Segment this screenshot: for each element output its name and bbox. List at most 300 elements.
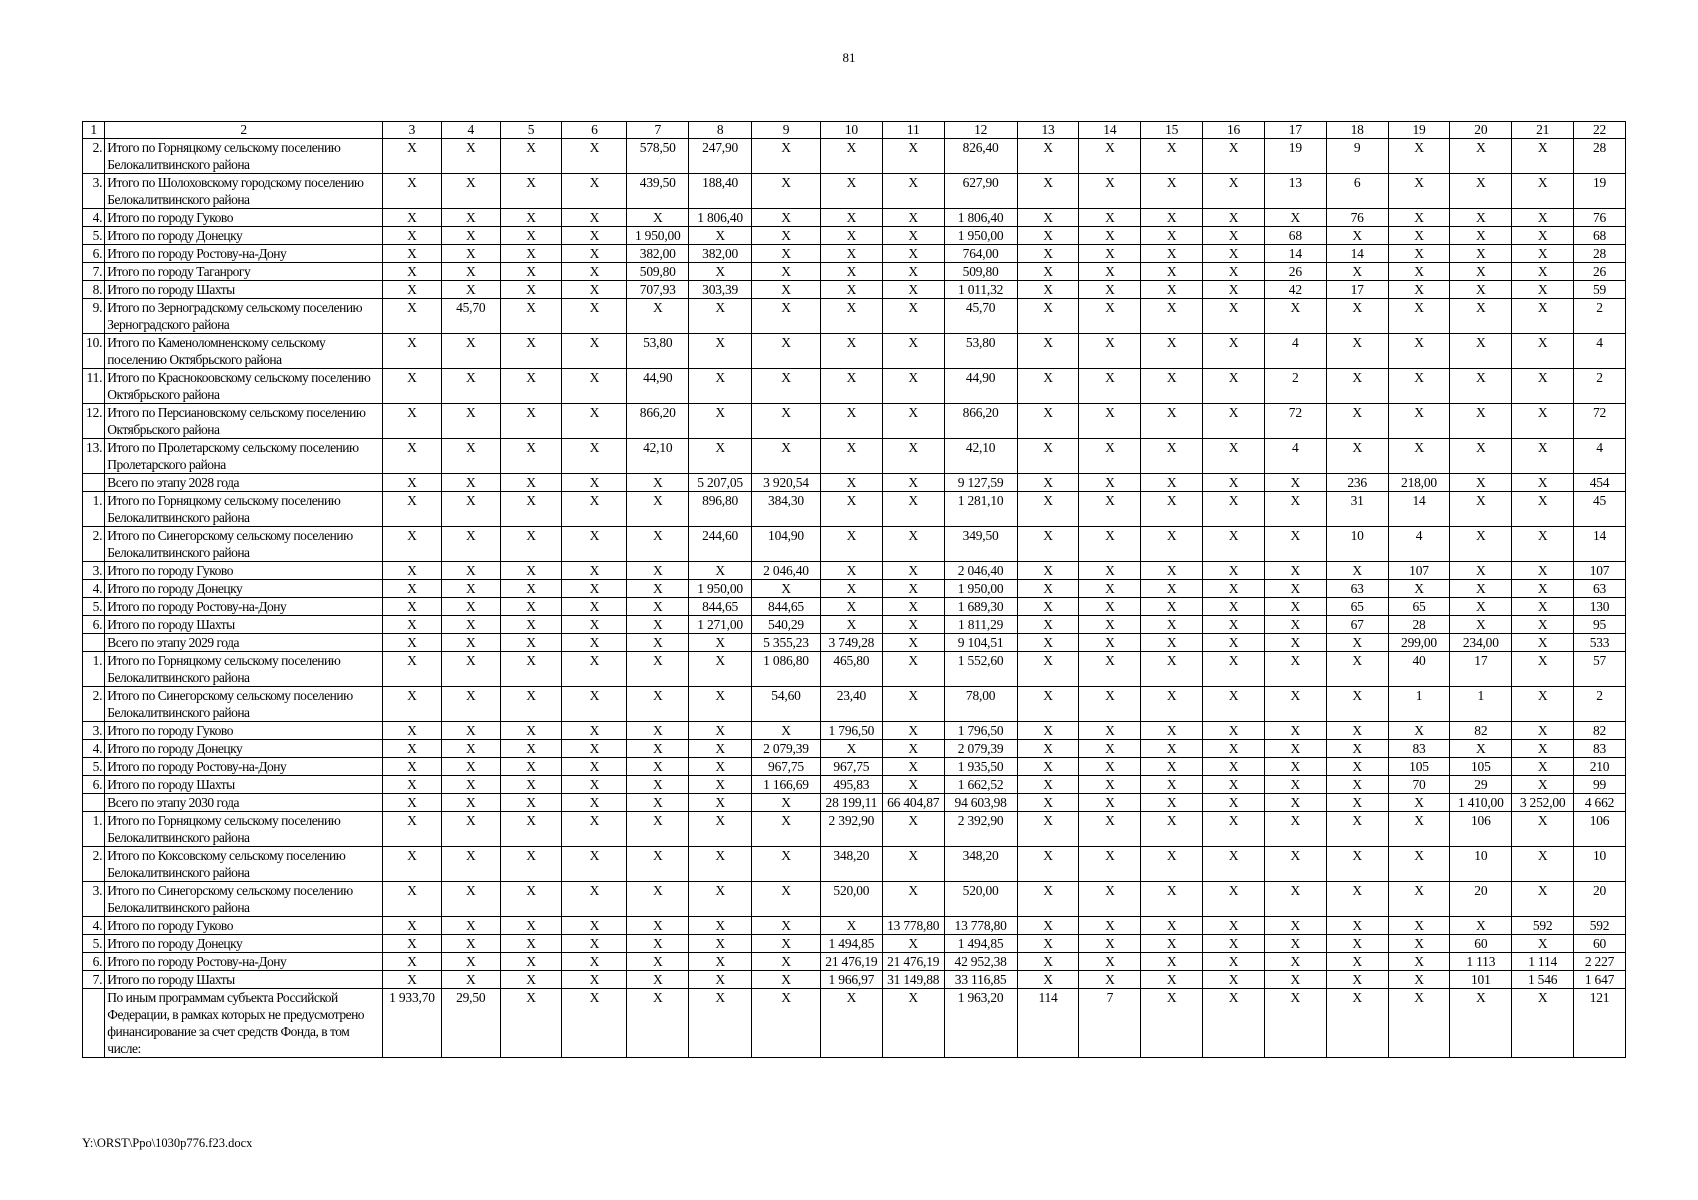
value-cell: X [383, 245, 442, 263]
value-cell: X [1326, 971, 1388, 989]
value-cell: 114 [1017, 989, 1079, 1058]
value-cell: X [820, 209, 882, 227]
value-cell: X [752, 139, 821, 174]
table-row [83, 209, 1626, 227]
value-cell: 454 [1574, 474, 1626, 492]
value-cell: X [1326, 758, 1388, 776]
value-cell: X [1017, 812, 1079, 847]
row-name-cell: Итого по городу Шахты [105, 776, 383, 794]
table-row [83, 917, 1626, 935]
value-cell: X [441, 404, 500, 439]
value-cell: 53,80 [944, 334, 1017, 369]
table-header-row [83, 122, 1626, 139]
table-body [83, 122, 1626, 1058]
value-cell: X [1450, 562, 1512, 580]
table-row [83, 281, 1626, 299]
value-cell: X [820, 439, 882, 474]
value-cell: X [627, 687, 689, 722]
value-cell: 2 [1574, 299, 1626, 334]
value-cell: X [1203, 935, 1265, 953]
value-cell: 60 [1450, 935, 1512, 953]
value-cell: 382,00 [689, 245, 752, 263]
row-name-cell: Всего по этапу 2028 года [105, 474, 383, 492]
value-cell: 60 [1574, 935, 1626, 953]
value-cell: X [689, 227, 752, 245]
value-cell: X [882, 634, 944, 652]
value-cell: X [1203, 634, 1265, 652]
value-cell: X [1203, 263, 1265, 281]
value-cell: 4 [1388, 527, 1450, 562]
value-cell: X [752, 935, 821, 953]
value-cell: X [1203, 616, 1265, 634]
value-cell: 105 [1388, 758, 1450, 776]
value-cell: X [500, 794, 562, 812]
value-cell: X [1017, 369, 1079, 404]
row-number-cell: 13. [83, 439, 105, 474]
value-cell: 495,83 [820, 776, 882, 794]
row-number-cell: 2. [83, 687, 105, 722]
value-cell: 54,60 [752, 687, 821, 722]
value-cell: X [1512, 527, 1574, 562]
column-header: 12 [944, 122, 1017, 139]
row-number-cell: 5. [83, 758, 105, 776]
value-cell: 13 778,80 [944, 917, 1017, 935]
table-row [83, 794, 1626, 812]
value-cell: 2 079,39 [752, 740, 821, 758]
row-name-cell: Всего по этапу 2029 года [105, 634, 383, 652]
value-cell: X [1264, 740, 1326, 758]
row-number-cell: 4. [83, 580, 105, 598]
value-cell: 1 114 [1512, 953, 1574, 971]
value-cell: 1 546 [1512, 971, 1574, 989]
value-cell: X [752, 953, 821, 971]
value-cell: X [882, 334, 944, 369]
value-cell: 78,00 [944, 687, 1017, 722]
value-cell: 1 113 [1450, 953, 1512, 971]
value-cell: 29,50 [441, 989, 500, 1058]
table-row [83, 492, 1626, 527]
value-cell: X [627, 776, 689, 794]
value-cell: 1 166,69 [752, 776, 821, 794]
value-cell: X [689, 263, 752, 281]
value-cell: X [689, 812, 752, 847]
value-cell: X [1141, 971, 1203, 989]
value-cell: X [1079, 758, 1141, 776]
value-cell: X [627, 812, 689, 847]
value-cell: X [820, 245, 882, 263]
table-row [83, 227, 1626, 245]
value-cell: X [500, 474, 562, 492]
value-cell: X [1141, 740, 1203, 758]
value-cell: 45,70 [441, 299, 500, 334]
value-cell: X [500, 935, 562, 953]
value-cell: X [1326, 263, 1388, 281]
row-name-cell: Всего по этапу 2030 года [105, 794, 383, 812]
value-cell: 19 [1574, 174, 1626, 209]
value-cell: X [441, 953, 500, 971]
value-cell: 82 [1450, 722, 1512, 740]
row-number-cell: 1. [83, 492, 105, 527]
value-cell: X [820, 562, 882, 580]
value-cell: X [752, 209, 821, 227]
value-cell: X [1450, 492, 1512, 527]
value-cell: 9 [1326, 139, 1388, 174]
row-number-cell: 2. [83, 139, 105, 174]
value-cell: X [627, 935, 689, 953]
value-cell: 1 494,85 [944, 935, 1017, 953]
value-cell: X [383, 439, 442, 474]
row-number-cell: 3. [83, 722, 105, 740]
value-cell: 70 [1388, 776, 1450, 794]
value-cell: X [1326, 917, 1388, 935]
table-row [83, 687, 1626, 722]
value-cell: X [1264, 722, 1326, 740]
value-cell: X [627, 580, 689, 598]
value-cell: X [752, 299, 821, 334]
value-cell: X [1079, 812, 1141, 847]
value-cell: X [1264, 989, 1326, 1058]
value-cell: X [1388, 882, 1450, 917]
value-cell: X [441, 139, 500, 174]
value-cell: X [1326, 299, 1388, 334]
value-cell: X [1141, 758, 1203, 776]
value-cell: X [689, 953, 752, 971]
column-header: 14 [1079, 122, 1141, 139]
value-cell: X [1203, 776, 1265, 794]
value-cell: 44,90 [944, 369, 1017, 404]
value-cell: X [441, 492, 500, 527]
value-cell: X [441, 616, 500, 634]
value-cell: X [383, 263, 442, 281]
value-cell: 236 [1326, 474, 1388, 492]
value-cell: X [562, 616, 627, 634]
value-cell: X [1079, 652, 1141, 687]
table-row [83, 971, 1626, 989]
value-cell: 83 [1574, 740, 1626, 758]
value-cell: X [562, 492, 627, 527]
value-cell: 14 [1264, 245, 1326, 263]
value-cell: X [1512, 281, 1574, 299]
value-cell: X [500, 562, 562, 580]
table-row [83, 634, 1626, 652]
row-name-cell: Итого по городу Шахты [105, 971, 383, 989]
value-cell: X [1264, 562, 1326, 580]
value-cell: X [820, 369, 882, 404]
table-row [83, 334, 1626, 369]
value-cell: X [500, 299, 562, 334]
value-cell: X [882, 281, 944, 299]
value-cell: X [689, 971, 752, 989]
value-cell: 17 [1326, 281, 1388, 299]
value-cell: X [1079, 334, 1141, 369]
value-cell: X [500, 492, 562, 527]
value-cell: X [1450, 740, 1512, 758]
value-cell: 10 [1450, 847, 1512, 882]
value-cell: X [1264, 953, 1326, 971]
value-cell: X [1326, 989, 1388, 1058]
value-cell: 1 281,10 [944, 492, 1017, 527]
value-cell: X [383, 227, 442, 245]
value-cell: X [1017, 847, 1079, 882]
value-cell: X [562, 758, 627, 776]
value-cell: X [383, 174, 442, 209]
value-cell: X [820, 334, 882, 369]
value-cell: X [383, 209, 442, 227]
value-cell: X [1326, 404, 1388, 439]
value-cell: X [1017, 139, 1079, 174]
value-cell: 29 [1450, 776, 1512, 794]
value-cell: X [1079, 281, 1141, 299]
value-cell: X [1326, 439, 1388, 474]
value-cell: X [1017, 794, 1079, 812]
value-cell: X [882, 562, 944, 580]
value-cell: X [1017, 299, 1079, 334]
value-cell: X [1264, 917, 1326, 935]
value-cell: 45,70 [944, 299, 1017, 334]
value-cell: X [1079, 245, 1141, 263]
value-cell: X [1203, 740, 1265, 758]
table-row [83, 139, 1626, 174]
value-cell: X [500, 634, 562, 652]
value-cell: X [882, 139, 944, 174]
row-name-cell: Итого по Синегорскому сельскому поселению Белокалитвинского района [105, 687, 383, 722]
value-cell: X [441, 580, 500, 598]
value-cell: 106 [1450, 812, 1512, 847]
value-cell: X [1264, 687, 1326, 722]
value-cell: X [1141, 634, 1203, 652]
value-cell: X [1388, 847, 1450, 882]
value-cell: X [1326, 812, 1388, 847]
value-cell: X [1512, 847, 1574, 882]
value-cell: 896,80 [689, 492, 752, 527]
value-cell: 99 [1574, 776, 1626, 794]
value-cell: X [562, 174, 627, 209]
value-cell: 95 [1574, 616, 1626, 634]
value-cell: 592 [1574, 917, 1626, 935]
value-cell: 1 963,20 [944, 989, 1017, 1058]
row-number-cell [83, 634, 105, 652]
value-cell: 76 [1326, 209, 1388, 227]
row-name-cell: Итого по городу Ростову-на-Дону [105, 598, 383, 616]
value-cell: 349,50 [944, 527, 1017, 562]
value-cell: 33 116,85 [944, 971, 1017, 989]
value-cell: X [1141, 794, 1203, 812]
value-cell: X [1017, 652, 1079, 687]
value-cell: X [562, 935, 627, 953]
value-cell: X [1388, 404, 1450, 439]
value-cell: 210 [1574, 758, 1626, 776]
value-cell: 107 [1574, 562, 1626, 580]
value-cell: X [1264, 776, 1326, 794]
value-cell: 83 [1388, 740, 1450, 758]
value-cell: 14 [1326, 245, 1388, 263]
value-cell: 28 199,11 [820, 794, 882, 812]
value-cell: X [752, 794, 821, 812]
value-cell: X [1264, 492, 1326, 527]
value-cell: X [1450, 263, 1512, 281]
value-cell: X [500, 652, 562, 687]
value-cell: X [1203, 953, 1265, 971]
value-cell: X [1141, 935, 1203, 953]
value-cell: X [820, 174, 882, 209]
value-cell: X [1079, 527, 1141, 562]
value-cell: X [1141, 263, 1203, 281]
value-cell: X [882, 439, 944, 474]
value-cell: X [1512, 263, 1574, 281]
value-cell: X [1141, 245, 1203, 263]
value-cell: X [500, 776, 562, 794]
row-name-cell: Итого по городу Гуково [105, 722, 383, 740]
value-cell: X [1450, 245, 1512, 263]
value-cell: X [1450, 917, 1512, 935]
value-cell: X [882, 989, 944, 1058]
value-cell: X [1512, 687, 1574, 722]
value-cell: X [383, 634, 442, 652]
value-cell: X [1203, 794, 1265, 812]
value-cell: X [1450, 227, 1512, 245]
value-cell: X [500, 847, 562, 882]
value-cell: X [383, 616, 442, 634]
value-cell: 348,20 [944, 847, 1017, 882]
value-cell: X [1388, 935, 1450, 953]
value-cell: X [1388, 334, 1450, 369]
row-number-cell: 5. [83, 598, 105, 616]
table-row [83, 474, 1626, 492]
row-number-cell: 6. [83, 245, 105, 263]
value-cell: X [1141, 722, 1203, 740]
column-header: 15 [1141, 122, 1203, 139]
row-number-cell: 4. [83, 917, 105, 935]
value-cell: 31 149,88 [882, 971, 944, 989]
value-cell: X [383, 917, 442, 935]
value-cell: 65 [1388, 598, 1450, 616]
column-header: 17 [1264, 122, 1326, 139]
value-cell: 9 127,59 [944, 474, 1017, 492]
value-cell: X [1512, 740, 1574, 758]
value-cell: X [1017, 598, 1079, 616]
row-name-cell: Итого по городу Гуково [105, 917, 383, 935]
value-cell: X [1326, 882, 1388, 917]
value-cell: X [441, 369, 500, 404]
value-cell: X [1388, 263, 1450, 281]
value-cell: X [1264, 580, 1326, 598]
value-cell: X [882, 740, 944, 758]
table-row [83, 580, 1626, 598]
value-cell: 866,20 [944, 404, 1017, 439]
value-cell: X [1388, 953, 1450, 971]
value-cell: X [1079, 722, 1141, 740]
value-cell: 3 749,28 [820, 634, 882, 652]
value-cell: 1 689,30 [944, 598, 1017, 616]
value-cell: 509,80 [944, 263, 1017, 281]
value-cell: X [882, 492, 944, 527]
value-cell: 28 [1574, 245, 1626, 263]
value-cell: X [1388, 812, 1450, 847]
value-cell: X [820, 263, 882, 281]
value-cell: X [1017, 439, 1079, 474]
value-cell: 13 778,80 [882, 917, 944, 935]
value-cell: 44,90 [627, 369, 689, 404]
column-header: 6 [562, 122, 627, 139]
value-cell: 1 811,29 [944, 616, 1017, 634]
value-cell: X [1141, 917, 1203, 935]
value-cell: X [1388, 369, 1450, 404]
value-cell: X [1388, 917, 1450, 935]
value-cell: X [1079, 634, 1141, 652]
value-cell: X [1203, 492, 1265, 527]
table-row [83, 527, 1626, 562]
value-cell: X [627, 527, 689, 562]
value-cell: X [1203, 562, 1265, 580]
value-cell: 26 [1264, 263, 1326, 281]
value-cell: X [1141, 776, 1203, 794]
table-row [83, 598, 1626, 616]
value-cell: X [1203, 369, 1265, 404]
value-cell: 106 [1574, 812, 1626, 847]
value-cell: X [1017, 634, 1079, 652]
row-number-cell: 5. [83, 935, 105, 953]
value-cell: 764,00 [944, 245, 1017, 263]
table-row [83, 812, 1626, 847]
value-cell: X [1017, 971, 1079, 989]
value-cell: X [882, 209, 944, 227]
value-cell: X [689, 758, 752, 776]
value-cell: X [383, 776, 442, 794]
column-header: 13 [1017, 122, 1079, 139]
value-cell: 2 392,90 [944, 812, 1017, 847]
column-header: 18 [1326, 122, 1388, 139]
value-cell: X [500, 281, 562, 299]
value-cell: X [752, 334, 821, 369]
value-cell: X [1203, 882, 1265, 917]
value-cell: X [441, 812, 500, 847]
row-name-cell: Итого по Краснокоовскому сельскому поселению Октябрьского района [105, 369, 383, 404]
table-row [83, 369, 1626, 404]
value-cell: X [1017, 758, 1079, 776]
value-cell: X [1203, 652, 1265, 687]
value-cell: X [1326, 776, 1388, 794]
value-cell: X [1450, 580, 1512, 598]
value-cell: X [882, 263, 944, 281]
value-cell: X [820, 989, 882, 1058]
table-row [83, 935, 1626, 953]
value-cell: X [383, 139, 442, 174]
value-cell: 1 933,70 [383, 989, 442, 1058]
value-cell: 1 647 [1574, 971, 1626, 989]
value-cell: X [562, 245, 627, 263]
value-cell: X [689, 794, 752, 812]
row-name-cell: Итого по Пролетарскому сельскому поселению Пролетарского района [105, 439, 383, 474]
row-name-cell: Итого по Горняцкому сельскому поселению Белокалитвинского района [105, 492, 383, 527]
value-cell: X [562, 687, 627, 722]
value-cell: 967,75 [820, 758, 882, 776]
row-number-cell: 1. [83, 812, 105, 847]
value-cell: 5 355,23 [752, 634, 821, 652]
value-cell: 1 [1450, 687, 1512, 722]
column-header: 4 [441, 122, 500, 139]
value-cell: X [562, 971, 627, 989]
value-cell: X [1017, 722, 1079, 740]
footer-file-path: Y:\ORST\Ppo\1030p776.f23.docx [82, 1136, 253, 1150]
value-cell: X [1079, 209, 1141, 227]
value-cell: X [1203, 227, 1265, 245]
value-cell: X [500, 971, 562, 989]
value-cell: X [882, 722, 944, 740]
value-cell: X [562, 882, 627, 917]
value-cell: X [882, 812, 944, 847]
value-cell: X [1017, 687, 1079, 722]
value-cell: X [383, 562, 442, 580]
